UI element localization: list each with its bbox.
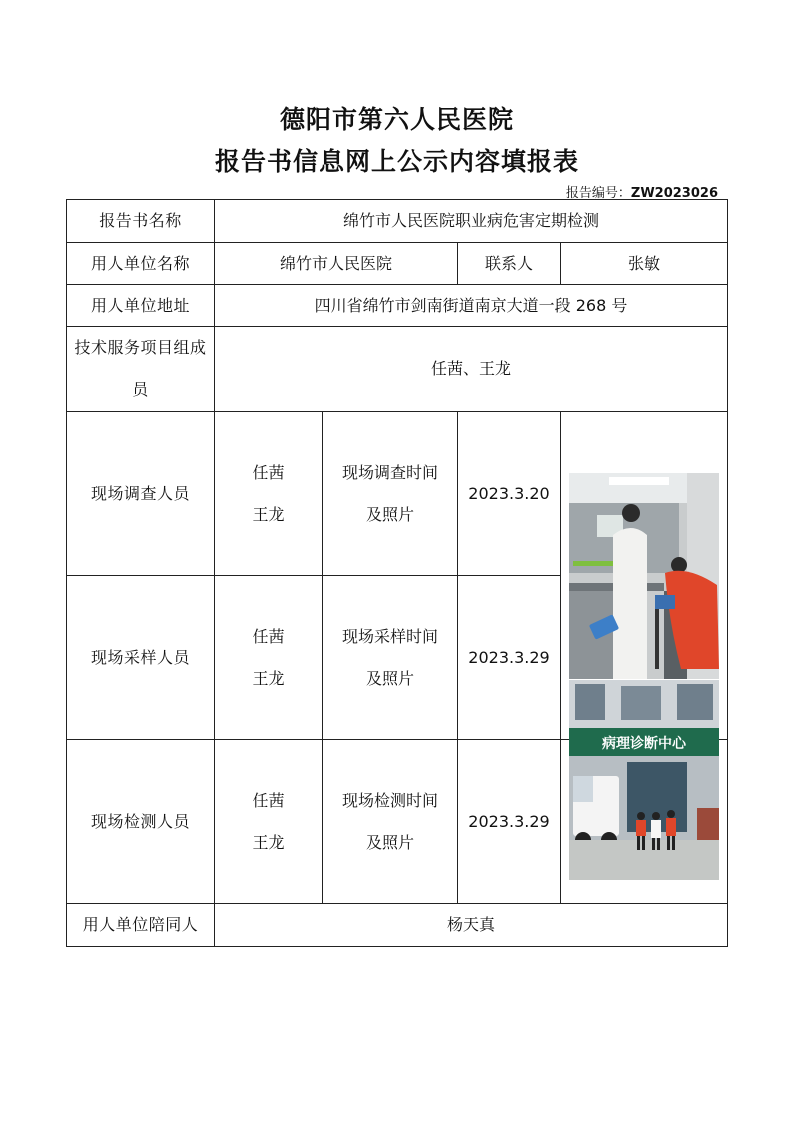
testing-persons bbox=[215, 740, 323, 904]
sampling-time-label-1: 现场采样时间 bbox=[341, 626, 438, 646]
survey-person-2: 王龙 bbox=[252, 504, 285, 524]
report-number-value: ZW2023026 bbox=[630, 186, 718, 201]
info-table bbox=[66, 199, 728, 947]
survey-time-label-2: 及照片 bbox=[365, 504, 414, 524]
photo-cell-bottom bbox=[561, 736, 728, 904]
sampling-person-1: 任茜 bbox=[252, 626, 285, 646]
row-team bbox=[67, 327, 728, 412]
testing-date: 2023.3.29 bbox=[458, 740, 561, 904]
address-label: 用人单位地址 bbox=[67, 285, 215, 327]
survey-time-label bbox=[323, 412, 458, 576]
team-value: 任茜、王龙 bbox=[215, 327, 728, 412]
employer-label: 用人单位名称 bbox=[67, 243, 215, 285]
page-title: 德阳市第六人民医院 bbox=[279, 105, 514, 134]
sampling-persons bbox=[215, 576, 323, 740]
survey-time-label-1: 现场调查时间 bbox=[341, 462, 438, 482]
sampling-date: 2023.3.29 bbox=[458, 576, 561, 740]
row-testing bbox=[67, 740, 728, 904]
testing-time-label bbox=[323, 740, 458, 904]
survey-date: 2023.3.20 bbox=[458, 412, 561, 576]
row-report-name bbox=[67, 200, 728, 243]
contact-value: 张敏 bbox=[561, 243, 728, 285]
sampling-time-label-2: 及照片 bbox=[365, 668, 414, 688]
sampling-label: 现场采样人员 bbox=[67, 576, 215, 740]
sampling-person-2: 王龙 bbox=[252, 668, 285, 688]
report-number-label: 报告编号： bbox=[565, 186, 631, 201]
survey-persons bbox=[215, 412, 323, 576]
testing-person-1: 任茜 bbox=[252, 790, 285, 810]
survey-person-1: 任茜 bbox=[252, 462, 285, 482]
report-name-value: 绵竹市人民医院职业病危害定期检测 bbox=[215, 200, 728, 243]
address-value: 四川省绵竹市剑南街道南京大道一段 268 号 bbox=[215, 285, 728, 327]
building-sign-text: 病理诊断中心 bbox=[602, 736, 686, 752]
row-employer bbox=[67, 243, 728, 285]
row-address bbox=[67, 285, 728, 327]
escort-value: 杨天真 bbox=[215, 904, 728, 947]
survey-label: 现场调查人员 bbox=[67, 412, 215, 576]
report-name-label: 报告书名称 bbox=[67, 200, 215, 243]
contact-label: 联系人 bbox=[458, 243, 561, 285]
testing-time-label-2: 及照片 bbox=[365, 832, 414, 852]
testing-label: 现场检测人员 bbox=[67, 740, 215, 904]
lab-photo bbox=[569, 473, 719, 679]
building-photo bbox=[569, 680, 719, 880]
testing-person-2: 王龙 bbox=[252, 832, 285, 852]
row-survey bbox=[67, 412, 728, 576]
escort-label: 用人单位陪同人 bbox=[67, 904, 215, 947]
row-escort bbox=[67, 904, 728, 947]
sampling-time-label bbox=[323, 576, 458, 740]
team-label: 技术服务项目组成员 bbox=[67, 327, 215, 412]
page-subtitle: 报告书信息网上公示内容填报表 bbox=[214, 147, 579, 176]
testing-time-label-1: 现场检测时间 bbox=[341, 790, 438, 810]
employer-value: 绵竹市人民医院 bbox=[215, 243, 458, 285]
